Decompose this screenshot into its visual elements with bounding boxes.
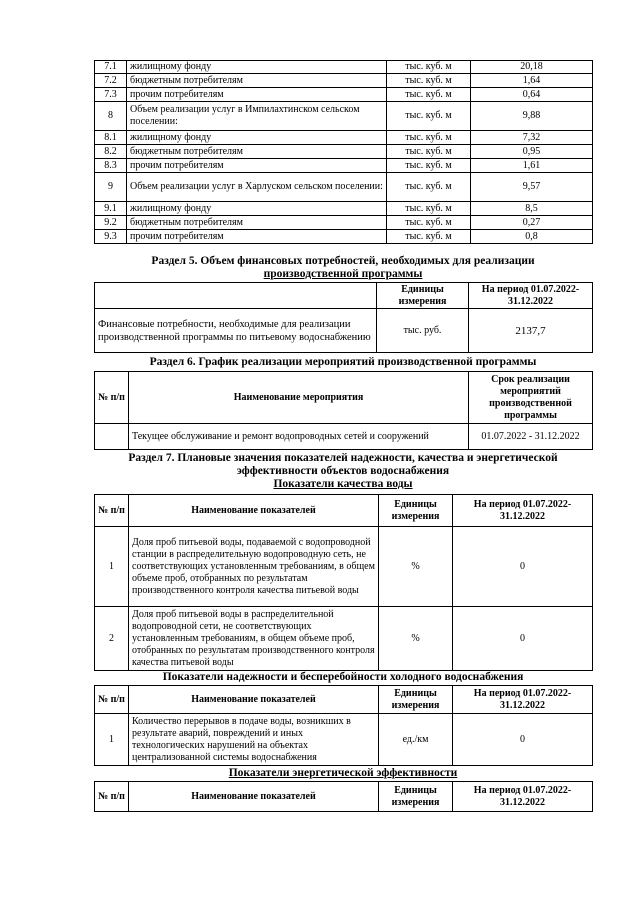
column-header-period: На период 01.07.2022-31.12.2022 [453, 686, 593, 714]
row-unit: тыс. куб. м [387, 159, 471, 173]
section6-title-text: Раздел 6. График реализации мероприятий производственной программы [149, 356, 537, 368]
row-number: 2 [95, 607, 129, 671]
row-name: бюджетным потребителям [127, 145, 387, 159]
table-row [95, 714, 593, 766]
table-row [95, 159, 593, 173]
column-header-name: Наименование показателей [129, 495, 379, 527]
quality-subtitle: Показатели качества воды [273, 478, 413, 490]
water-quality-table [94, 494, 593, 671]
row-unit: тыс. куб. м [387, 102, 471, 131]
column-header-number: № п/п [95, 495, 129, 527]
section7-title-line2: эффективности объектов водоснабжения [236, 465, 450, 477]
row-number: 9 [95, 173, 127, 202]
row-unit: тыс. куб. м [387, 216, 471, 230]
table-row [95, 202, 593, 216]
row-unit: тыс. куб. м [387, 145, 471, 159]
section6-title [94, 356, 592, 369]
column-header-unit: Единицы измерения [377, 283, 469, 309]
row-name: Текущее обслуживание и ремонт водопроводных сетей и сооружений [129, 424, 469, 450]
row-number: 9.2 [95, 216, 127, 230]
row-name: Количество перерывов в подаче воды, возникших в результате аварий, повреждений и иных технологических нарушений на объектах централизованной системы водоснабжения [129, 714, 379, 766]
row-unit: ед./км [379, 714, 453, 766]
column-header-term: Срок реализации мероприятий производственной программы [469, 372, 593, 424]
reliability-subtitle-text: Показатели надежности и бесперебойности холодного водоснабжения [162, 671, 524, 683]
table-row [95, 527, 593, 607]
row-name: Доля проб питьевой воды в распределительной водопроводной сети, не соответствующих установленным требованиям, в общем объеме проб, отобранных по результатам производственного контроля качества питьевой воды [129, 607, 379, 671]
energy-subtitle [94, 767, 592, 780]
row-number: 8.2 [95, 145, 127, 159]
column-header-period: На период 01.07.2022-31.12.2022 [453, 495, 593, 527]
row-unit: тыс. куб. м [387, 230, 471, 244]
row-number: 8.3 [95, 159, 127, 173]
table-row [95, 424, 593, 450]
row-value: 0 [453, 607, 593, 671]
table-row [95, 145, 593, 159]
row-number: 9.1 [95, 202, 127, 216]
row-unit: тыс. куб. м [387, 202, 471, 216]
row-value: 0,64 [471, 88, 593, 102]
energy-subtitle-text: Показатели энергетической эффективности [228, 767, 458, 779]
table-header-row [95, 686, 593, 714]
column-header-name: Наименование показателей [129, 782, 379, 812]
table-row [95, 102, 593, 131]
column-header-unit: Единицы измерения [379, 686, 453, 714]
column-header-number: № п/п [95, 782, 129, 812]
table-row [95, 88, 593, 102]
table-row [95, 607, 593, 671]
row-unit: тыс. куб. м [387, 173, 471, 202]
row-value: 2137,7 [469, 309, 593, 353]
section7-title-line1: Раздел 7. Плановые значения показателей надежности, качества и энергетической [128, 452, 558, 464]
table-row [95, 74, 593, 88]
row-value: 0,95 [471, 145, 593, 159]
row-name: жилищному фонду [127, 61, 387, 74]
row-value: 9,57 [471, 173, 593, 202]
column-header-period: На период 01.07.2022-31.12.2022 [469, 283, 593, 309]
table-row [95, 230, 593, 244]
financial-needs-table [94, 282, 593, 353]
column-header-number: № п/п [95, 686, 129, 714]
row-name: прочим потребителям [127, 230, 387, 244]
row-number: 1 [95, 714, 129, 766]
row-number: 7.3 [95, 88, 127, 102]
table-row [95, 216, 593, 230]
row-value: 9,88 [471, 102, 593, 131]
section7-title [70, 452, 616, 491]
section5-title-line1: Раздел 5. Объем финансовых потребностей, необходимых для реализации [151, 255, 535, 267]
row-number: 7.2 [95, 74, 127, 88]
row-value: 7,32 [471, 131, 593, 145]
row-name: Финансовые потребности, необходимые для реализации производственной программы по питьевому водоснабжению [95, 309, 377, 353]
table-header-row [95, 283, 593, 309]
row-name: Доля проб питьевой воды, подаваемой с водопроводной станции в распределительную водопроводную сеть, не соответствующих установленным требованиям, в общем объеме проб, отобранных по результатам производственного контроля качества питьевой воды [129, 527, 379, 607]
row-value: 0,27 [471, 216, 593, 230]
row-name: жилищному фонду [127, 202, 387, 216]
schedule-table [94, 371, 593, 450]
energy-efficiency-table [94, 781, 593, 812]
row-value: 0 [453, 527, 593, 607]
table-header-row [95, 782, 593, 812]
table-header-row [95, 495, 593, 527]
reliability-subtitle [94, 671, 592, 684]
table-row [95, 173, 593, 202]
row-unit: тыс. куб. м [387, 61, 471, 74]
section5-title [94, 255, 592, 281]
column-header-name: Наименование мероприятия [129, 372, 469, 424]
table-header-row [95, 372, 593, 424]
row-number: 7.1 [95, 61, 127, 74]
row-name: бюджетным потребителям [127, 216, 387, 230]
row-value: 0,8 [471, 230, 593, 244]
column-header-name: Наименование показателей [129, 686, 379, 714]
row-value: 20,18 [471, 61, 593, 74]
column-header-unit: Единицы измерения [379, 495, 453, 527]
row-unit: тыс. куб. м [387, 88, 471, 102]
row-name: жилищному фонду [127, 131, 387, 145]
row-unit: тыс. куб. м [387, 131, 471, 145]
row-number [95, 424, 129, 450]
table-row [95, 61, 593, 74]
row-name: Объем реализации услуг в Импилахтинском сельском поселении: [127, 102, 387, 131]
section5-title-line2: производственной программы [263, 268, 423, 280]
row-unit: % [379, 527, 453, 607]
row-name: прочим потребителям [127, 159, 387, 173]
row-number: 8.1 [95, 131, 127, 145]
empty-header-cell [95, 283, 377, 309]
row-unit: тыс. руб. [377, 309, 469, 353]
column-header-period: На период 01.07.2022-31.12.2022 [453, 782, 593, 812]
row-number: 9.3 [95, 230, 127, 244]
row-value: 8,5 [471, 202, 593, 216]
row-value: 1,61 [471, 159, 593, 173]
services-volume-table [94, 60, 593, 244]
row-term: 01.07.2022 - 31.12.2022 [469, 424, 593, 450]
row-unit: % [379, 607, 453, 671]
row-number: 1 [95, 527, 129, 607]
row-name: Объем реализации услуг в Харлуском сельском поселении: [127, 173, 387, 202]
row-unit: тыс. куб. м [387, 74, 471, 88]
table-row [95, 131, 593, 145]
row-name: бюджетным потребителям [127, 74, 387, 88]
row-name: прочим потребителям [127, 88, 387, 102]
row-number: 8 [95, 102, 127, 131]
column-header-number: № п/п [95, 372, 129, 424]
row-value: 0 [453, 714, 593, 766]
reliability-table [94, 685, 593, 766]
row-value: 1,64 [471, 74, 593, 88]
table-row [95, 309, 593, 353]
column-header-unit: Единицы измерения [379, 782, 453, 812]
